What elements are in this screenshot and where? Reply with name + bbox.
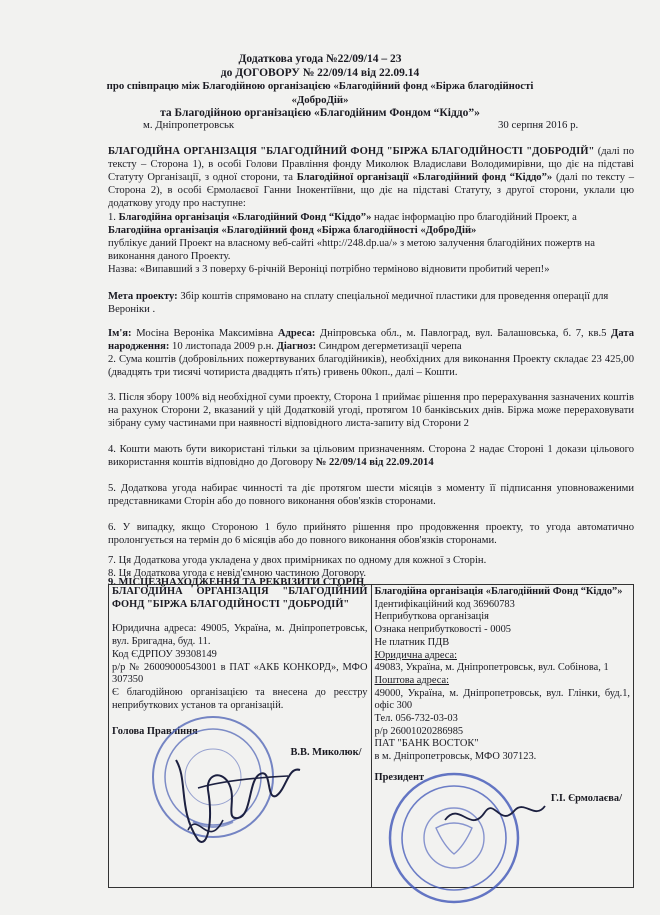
- item-4-contract-ref: № 22/09/14 від 22.09.2014: [315, 456, 434, 468]
- item-2: 2. Сума коштів (добровільних пожертвуваних благодійників), необхідних для виконання Проекту складає 23 425,00 (двадцять три тисячі чотириста двадцять п'ять) гривень 00коп., далі – Кошти.: [108, 354, 634, 378]
- party2-bank: ПАТ "БАНК ВОСТОК": [374, 738, 479, 750]
- party2-bank-city: в м. Дніпропетровськ, МФО 307123.: [374, 751, 537, 763]
- person-address-label: Адреса:: [277, 328, 316, 339]
- goal-text: Збір коштів спрямовано на сплату спеціальної медичної пластики для проведення операції для Вероніки .: [108, 291, 609, 315]
- date: 30 серпня 2016 р.: [498, 119, 579, 131]
- item-1-text-2: публікує даний Проект на власному веб-сайті «http://248.dp.ua/» з метою залучення благодійних пожертв на виконання даного Проекту.: [108, 237, 595, 262]
- place: м. Дніпропетровськ: [143, 119, 235, 131]
- person-dob: 10 листопада 2009 р.н.: [172, 340, 274, 352]
- party2-signer: Г.І. Єрмолаєва/: [550, 792, 622, 804]
- person-address: Дніпровська обл., м. Павлоград, вул. Балашовська, б. 7, кв.5: [319, 328, 607, 339]
- item-5: 5. Додаткова угода набирає чинності та діє протягом шести місяців з моменту її підписання уповноваженими представниками Сторін або до повного виконання обов'язків сторонами.: [108, 483, 634, 507]
- person-dob-label: Дата народження:: [108, 328, 634, 352]
- party1-signer: В.В. Миколюк/: [290, 747, 362, 759]
- item-1-number: 1.: [108, 212, 116, 223]
- party1-address: Юридична адреса: 49005, Україна, м. Дніпропетровськ, вул. Бригадна, буд. 11.: [112, 623, 368, 648]
- party2-description: (далі по тексту – Сторона 2), в особі Єрмолаєвої Ганни Інокентіївни, що діє на підставі Статуту, з другої сторони, уклали цю додаткову угоду про наступне:: [108, 171, 635, 209]
- item-4: [108, 444, 634, 470]
- party1-code: Код ЄДРПОУ 39308149: [112, 648, 217, 660]
- item-1-org-1: Благодійна організація «Благодійний фонд «Біржа благодійності «ДоброДій»: [108, 224, 477, 236]
- header-line-1: Додаткова угода №22/09/14 – 23: [238, 53, 402, 65]
- goal-label: Мета проекту:: [108, 291, 178, 302]
- item-6: 6. У випадку, якщо Стороною 1 було прийнято рішення про продовження проекту, то угода автоматично пролонгується на термін до 6 місяців або до повного виконання обов'язків сторонами.: [108, 522, 634, 546]
- party1-sign-label: Голова Правління: [112, 726, 198, 738]
- party1-name: БЛАГОДІЙНА ОРГАНІЗАЦІЯ "БЛАГОДІЙНИЙ ФОНД "БІРЖА БЛАГОДІЙНОСТІ "ДОБРОДІЙ": [108, 146, 595, 157]
- header: [100, 53, 540, 121]
- item-1-org-2: Благодійна організація «Благодійний Фонд “Кіддо”»: [118, 212, 372, 223]
- item-8: 8. Ця Додаткова угода є невід'ємною частиною Договору.: [108, 568, 366, 579]
- person-name: Мосіна Вероніка Максимівна: [136, 328, 274, 339]
- project-name: «Випавший з 3 поверху 6-річній Вероніці потрібно терміново відновити пробитий череп!»: [139, 263, 550, 275]
- item-1: [108, 212, 634, 277]
- party1-title: БЛАГОДІЙНА ОРГАНІЗАЦІЯ "БЛАГОДІЙНИЙ ФОНД "БІРЖА БЛАГОДІЙНОСТІ "ДОБРОДІЙ": [112, 586, 368, 610]
- party1-status: Є благодійною організацією та внесена до реєстру неприбуткових установ та організацій.: [112, 686, 368, 711]
- project-name-label: Назва:: [108, 263, 138, 275]
- party1-description: (далі по тексту – Сторона 1), в особі Голови Правління фонду Миколюк Владислави Володимирівни, що діє на підставі Статуту Організації, з одної сторони, та: [108, 146, 634, 183]
- goal-paragraph: [108, 291, 634, 317]
- intro-paragraph: [108, 146, 634, 211]
- party2-phone: Тел. 056-732-03-03: [374, 713, 458, 725]
- party2-title: Благодійна організація «Благодійний Фонд “Кіддо”»: [374, 586, 623, 597]
- party1-account: р/р № 26009000543001 в ПАТ «АКБ КОНКОРД», МФО 307350: [112, 661, 368, 686]
- person-info: [108, 328, 634, 354]
- party2-postal-label: Поштова адреса:: [374, 674, 449, 686]
- party2-line-1: Ідентифікаційний код 36960783: [374, 598, 515, 610]
- party2-legal-label: Юридична адреса:: [374, 649, 457, 661]
- person-diagnosis: Синдром дегерметизації черепа: [318, 340, 462, 352]
- section-9-title: 9. МІСЦЕЗНАХОДЖЕННЯ ТА РЕКВІЗИТИ СТОРІН: [108, 577, 365, 588]
- party2-sign-label: Президент: [374, 771, 425, 783]
- item-3: 3. Після збору 100% від необхідної суми проекту, Сторона 1 приймає рішення про перерахування зазначених коштів на рахунок Сторони 2, вказаний у цій Додатковій угоді, протягом 10 банківських днів. Біржа може перераховувати зібрану суму частинами при наявності відповідного листа-запиту від Сторони 2: [108, 392, 634, 429]
- party2-account: р/р 26001020286985: [374, 725, 464, 737]
- party2-legal-address: 49083, Україна, м. Дніпропетровськ, вул. Собінова, 1: [374, 662, 609, 674]
- item-4-text: 4. Кошти мають бути використані тільки за цільовим призначенням. Сторона 2 надає Стороні 1 докази цільового використання коштів відповідно до Договору: [108, 444, 634, 468]
- person-name-label: Ім'я:: [108, 328, 132, 339]
- party2-postal-address: 49000, Україна, м. Дніпропетровськ, вул. Глінки, буд.1, офіс 300: [374, 687, 630, 712]
- party2-name: Благодійної організації «Благодійний фонд “Кіддо”»: [296, 171, 553, 183]
- party2-line-2: Неприбуткова організація: [374, 611, 489, 623]
- header-line-4: та Благодійною організацією «Благодійним Фондом “Кіддо”»: [160, 107, 480, 119]
- header-line-3: про співпрацю між Благодійною організацією «Благодійний фонд «Біржа благодійності «ДоброДій»: [106, 80, 534, 106]
- party1-signature: [168, 730, 308, 860]
- header-line-2: до ДОГОВОРУ № 22/09/14 від 22.09.14: [220, 66, 420, 79]
- item-7: 7. Ця Додаткова угода укладена у двох примірниках по одному для кожної з Сторін.: [108, 555, 487, 566]
- item-1-text-1: надає інформацію про благодійний Проект, а: [374, 212, 577, 223]
- party2-line-3: Ознака неприбутковості - 0005: [374, 624, 511, 636]
- party2-line-4: Не платник ПДВ: [374, 636, 450, 648]
- person-diagnosis-label: Діагноз:: [276, 340, 317, 352]
- party2-signature: [440, 790, 550, 840]
